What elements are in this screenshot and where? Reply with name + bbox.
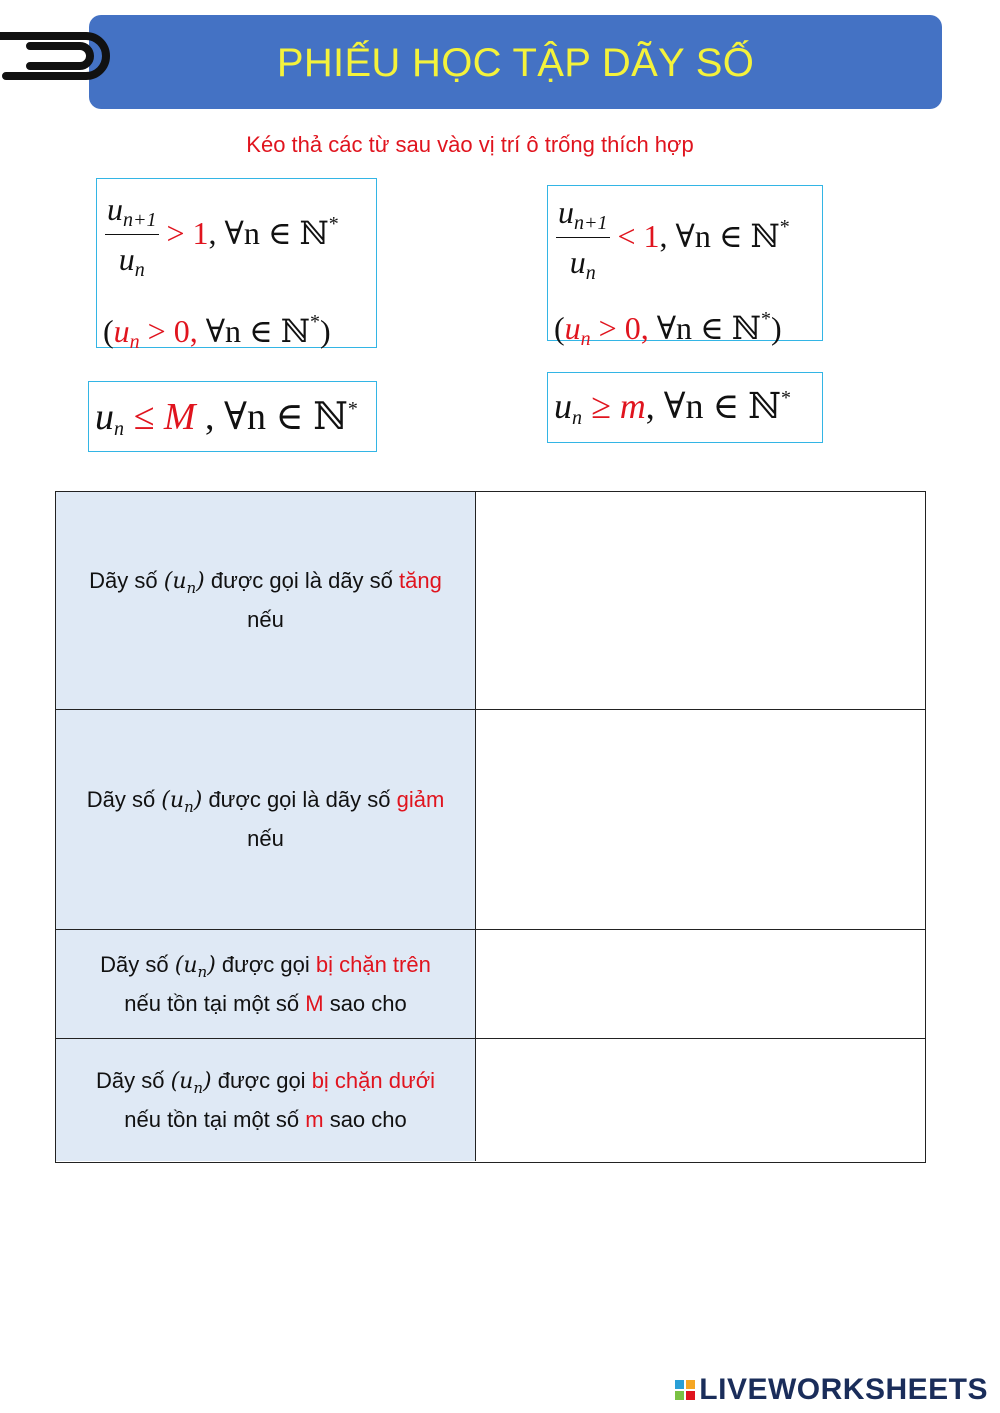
definition-label: Dãy số $(u_n)$ được gọi là dãy số giảm nếu <box>56 710 476 929</box>
definition-label: Dãy số $(u_n)$ được gọi là dãy số tăng nếu <box>56 492 476 709</box>
answer-card-increasing[interactable]: $\frac{u_{n+1}}{u_n}$ > 1, ∀n ∈ ℕ* ($u_n > 0$, ∀n ∈ ℕ*) <box>96 178 377 348</box>
title-banner <box>89 15 942 109</box>
positivity-condition: ($u_n > 0$, ∀n ∈ ℕ*) <box>554 308 782 350</box>
ratio-fraction: $\frac{u_{n+1}}{u_n}$ <box>107 191 157 281</box>
drop-zone-increasing[interactable] <box>476 492 925 709</box>
instruction-text: Kéo thả các từ sau vào vị trí ô trống thích hợp <box>246 132 694 157</box>
positivity-condition: ($u_n > 0$, ∀n ∈ ℕ*) <box>103 311 331 353</box>
definition-label: Dãy số $(u_n)$ được gọi bị chặn dưới nếu tồn tại một số m sao cho <box>56 1039 476 1161</box>
definition-label: Dãy số $(u_n)$ được gọi bị chặn trên nếu tồn tại một số M sao cho <box>56 930 476 1038</box>
definitions-table <box>55 491 926 1163</box>
logo-grid-icon <box>675 1380 695 1400</box>
answer-card-upper-bound[interactable]: $u_n \le M$ , ∀n ∈ ℕ* <box>88 381 377 452</box>
answer-card-decreasing[interactable]: $\frac{u_{n+1}}{u_n}$ < 1, ∀n ∈ ℕ* ($u_n > 0$, ∀n ∈ ℕ*) <box>547 185 823 341</box>
table-row-increasing <box>56 492 925 710</box>
ratio-fraction: $\frac{u_{n+1}}{u_n}$ <box>558 194 608 284</box>
table-row-lower-bound <box>56 1039 925 1161</box>
logo-text: LIVEWORKSHEETS <box>699 1373 988 1406</box>
drop-zone-decreasing[interactable] <box>476 710 925 929</box>
table-row-upper-bound <box>56 930 925 1039</box>
drop-zone-lower-bound[interactable] <box>476 1039 925 1161</box>
page-title: PHIẾU HỌC TẬP DÃY SỐ <box>276 41 755 85</box>
drop-zone-upper-bound[interactable] <box>476 930 925 1038</box>
answer-card-lower-bound[interactable]: $u_n \ge m$, ∀n ∈ ℕ* <box>547 372 823 443</box>
paperclip-icon <box>0 22 112 88</box>
table-row-decreasing <box>56 710 925 930</box>
liveworksheets-logo <box>675 1373 988 1407</box>
